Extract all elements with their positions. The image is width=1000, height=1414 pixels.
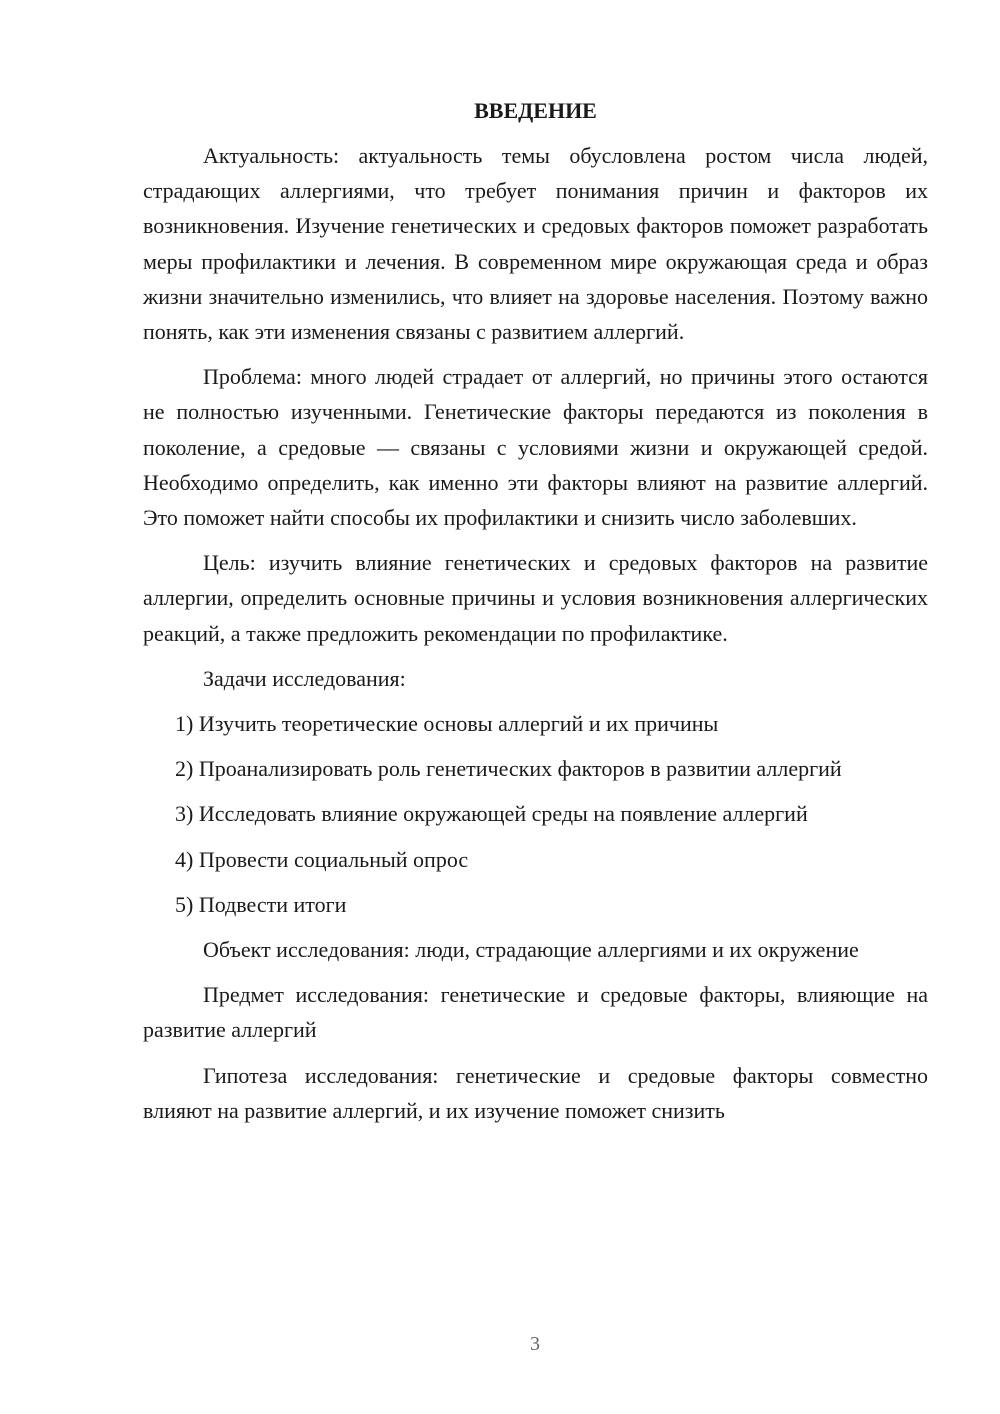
paragraph-object: Объект исследования: люди, страдающие аллергиями и их окружение <box>203 937 859 963</box>
tasks-heading: Задачи исследования: <box>203 665 406 691</box>
document-page <box>143 96 928 1138</box>
task-item: 4) Провести социальный опрос <box>175 846 469 872</box>
paragraph-goal: Цель: изучить влияние генетических и средовых факторов на развитие аллергии, определить основные причины и условия возникновения аллергических реакций, а также предложить рекомендации по профилактике. <box>143 550 928 646</box>
paragraph-relevance: Актуальность: актуальность темы обусловлена ростом числа людей, страдающих аллергиями, что требует понимания причин и факторов их возникновения. Изучение генетических и средовых факторов поможет разработать меры профилактики и лечения. В современном мире окружающая среда и образ жизни значительно изменились, что влияет на здоровье населения. Поэтому важно понять, как эти изменения связаны с развитием аллергий. <box>143 143 928 345</box>
task-item: 1) Изучить теоретические основы аллергий и их причины <box>175 711 719 737</box>
section-title: ВВЕДЕНИЕ <box>474 98 597 123</box>
page-number: 3 <box>530 1333 540 1355</box>
task-item: 5) Подвести итоги <box>175 891 347 917</box>
paragraph-problem: Проблема: много людей страдает от аллергий, но причины этого остаются не полностью изученными. Генетические факторы передаются из поколения в поколение, а средовые — связаны с условиями жизни и окружающей средой. Необходимо определить, как именно эти факторы влияют на развитие аллергий. Это поможет найти способы их профилактики и снизить число заболевших. <box>143 364 928 531</box>
paragraph-subject: Предмет исследования: генетические и средовые факторы, влияющие на развитие аллергий <box>143 982 928 1043</box>
paragraph-hypothesis: Гипотеза исследования: генетические и средовые факторы совместно влияют на развитие аллергий, и их изучение поможет снизить <box>143 1062 928 1123</box>
task-item: 2) Проанализировать роль генетических факторов в развитии аллергий <box>175 756 842 782</box>
task-item: 3) Исследовать влияние окружающей среды на появление аллергий <box>175 801 808 827</box>
